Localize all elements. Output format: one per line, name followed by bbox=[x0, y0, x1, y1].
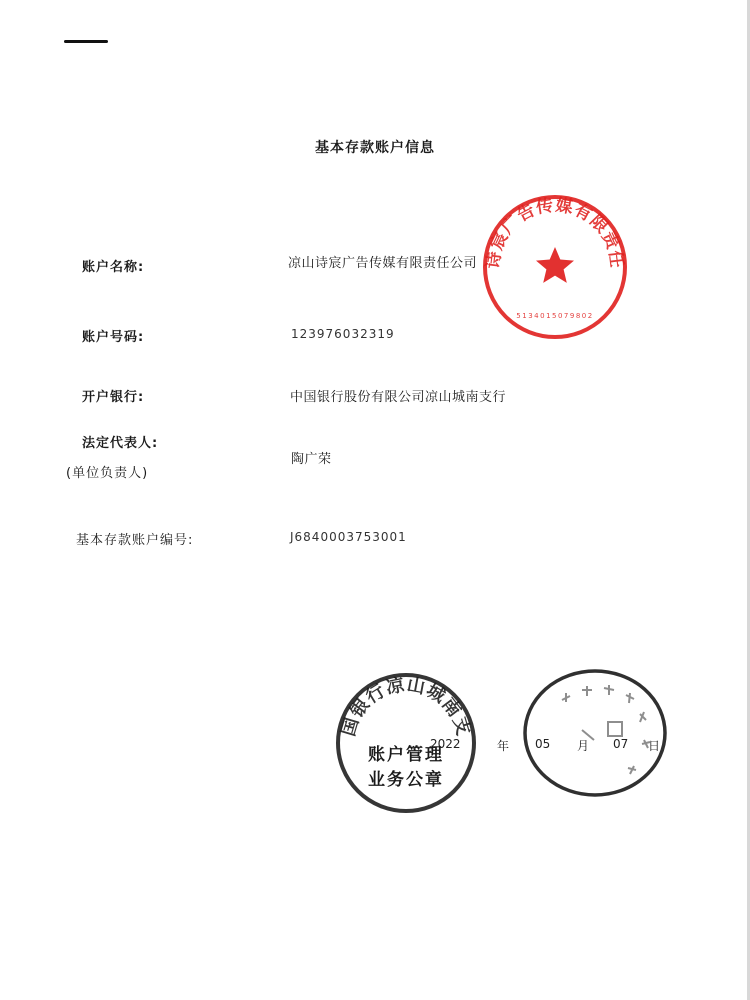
svg-text:凉山诗宸广告传媒有限责任公司 bbox=[471, 176, 628, 270]
page-title: 基本存款账户信息 bbox=[315, 140, 435, 156]
company-seal bbox=[471, 177, 630, 342]
date-day-unit: 日 bbox=[648, 739, 661, 753]
bank-label: 开户银行: bbox=[82, 390, 145, 405]
account-name-value: 凉山诗宸广告传媒有限责任公司 bbox=[288, 256, 478, 271]
legal-rep-label: 法定代表人: bbox=[82, 436, 159, 451]
scan-mark bbox=[64, 40, 108, 43]
bank-seal bbox=[323, 654, 479, 816]
legal-rep-value: 陶广荣 bbox=[291, 452, 332, 467]
date-month-unit: 月 bbox=[577, 739, 590, 753]
date-year: 2022 bbox=[430, 737, 461, 751]
bank-round-seal bbox=[522, 670, 668, 800]
account-name-label: 账户名称: bbox=[82, 260, 145, 275]
account-number-label: 账户号码: bbox=[82, 330, 145, 345]
legal-rep-sublabel: (单位负责人) bbox=[66, 466, 149, 481]
bank-value: 中国银行股份有限公司凉山城南支行 bbox=[290, 390, 507, 405]
bank-seal-line2: 业务公章 bbox=[368, 770, 444, 790]
company-seal-text: 凉山诗宸广告传媒有限责任公司 bbox=[471, 177, 627, 270]
date-month: 05 bbox=[535, 737, 551, 751]
bank-seal-line1: 账户管理 bbox=[368, 745, 444, 765]
svg-text:中国银行凉山城南支行 bbox=[324, 653, 475, 739]
company-seal-code: 5134015079802 bbox=[516, 312, 594, 320]
account-number-value: 123976032319 bbox=[291, 327, 395, 341]
basic-account-no-value: J6840003753001 bbox=[290, 530, 407, 544]
date-day: 07 bbox=[613, 737, 629, 751]
date-year-unit: 年 bbox=[497, 739, 510, 753]
bank-seal-ring-text: 中国银行凉山城南支行 bbox=[323, 654, 474, 739]
basic-account-no-label: 基本存款账户编号: bbox=[76, 533, 194, 548]
star-icon bbox=[536, 247, 574, 283]
